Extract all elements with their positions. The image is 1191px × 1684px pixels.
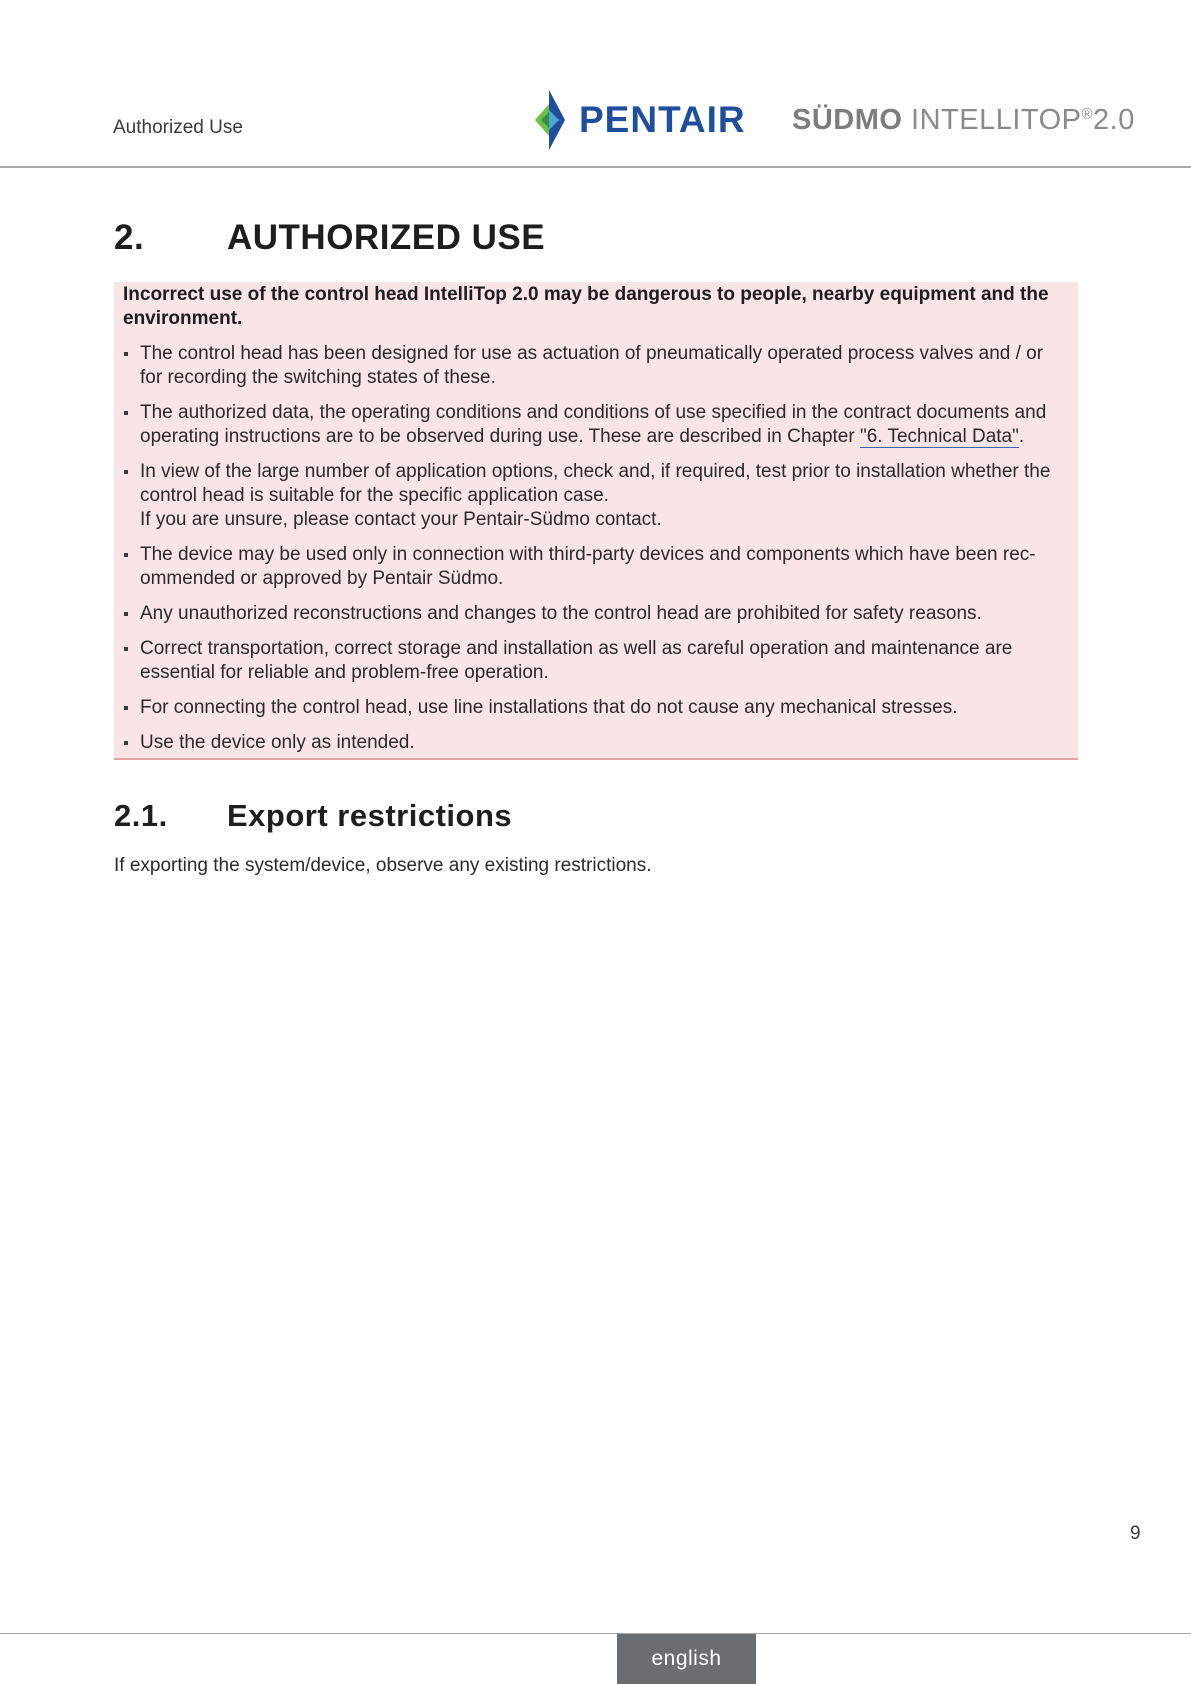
registered-mark: ® bbox=[1081, 105, 1094, 123]
pentair-diamond-icon bbox=[535, 90, 571, 150]
list-item: Any unauthorized reconstructions and changes to the control head are prohibited for safety reasons. bbox=[123, 602, 1067, 626]
header-divider bbox=[0, 166, 1191, 168]
subsection-title: Export restrictions bbox=[227, 798, 513, 833]
export-paragraph: If exporting the system/device, observe any existing restrictions. bbox=[114, 855, 652, 876]
logo-wordmark: PENTAIR bbox=[579, 99, 746, 140]
product-version: 2.0 bbox=[1093, 104, 1135, 136]
list-item: The authorized data, the operating conditions and conditions of use specified in the contract documents and operating instructions are to be observed during use. These are described in Chapter "6. Technical Data". bbox=[123, 401, 1067, 449]
list-item: In view of the large number of application options, check and, if required, test prior to installation whether the control head is suitable for the specific application case. If you are unsure, please contact your Pentair-Südmo contact. bbox=[123, 460, 1067, 532]
pentair-logo bbox=[535, 90, 746, 150]
list-item: The device may be used only in connection with third-party devices and components which have been rec-ommended or approved by Pentair Südmo. bbox=[123, 543, 1067, 591]
header-section-label: Authorized Use bbox=[113, 117, 243, 138]
footer-divider bbox=[0, 1633, 1191, 1634]
product-title: INTELLITOP bbox=[911, 104, 1082, 136]
product-brand: SÜDMO bbox=[792, 104, 903, 136]
warning-title: Incorrect use of the control head IntelliTop 2.0 may be dangerous to people, nearby equipment and the environment. bbox=[123, 284, 1049, 329]
warning-box bbox=[114, 282, 1078, 760]
section-title: AUTHORIZED USE bbox=[227, 218, 546, 257]
language-tab[interactable]: english bbox=[617, 1634, 756, 1684]
list-item: Use the device only as intended. bbox=[123, 731, 1067, 755]
subsection-heading bbox=[114, 798, 512, 834]
subsection-number: 2.1. bbox=[114, 798, 168, 833]
warning-list bbox=[123, 342, 1067, 755]
list-item: For connecting the control head, use line installations that do not cause any mechanical stresses. bbox=[123, 696, 1067, 720]
section-heading bbox=[114, 218, 545, 258]
list-item: Correct transportation, correct storage and installation as well as careful operation and maintenance are essential for reliable and problem-free operation. bbox=[123, 637, 1067, 685]
section-number: 2. bbox=[114, 218, 145, 257]
list-item: The control head has been designed for use as actuation of pneumatically operated process valves and / or for recording the switching states of these. bbox=[123, 342, 1067, 390]
page-number: 9 bbox=[1130, 1523, 1141, 1544]
product-name bbox=[792, 104, 1135, 137]
technical-data-link[interactable]: "6. Technical Data" bbox=[859, 426, 1019, 447]
